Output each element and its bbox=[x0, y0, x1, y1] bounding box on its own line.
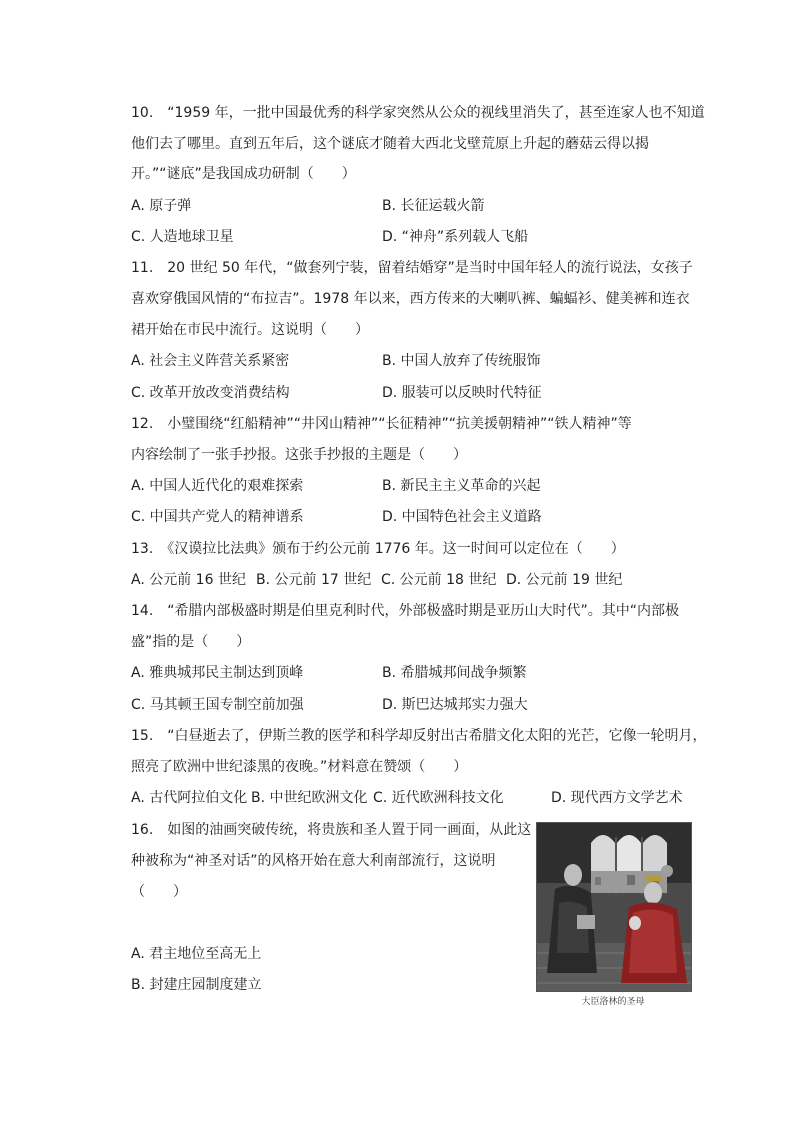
q10-line-2: 他们去了哪里。直到五年后，这个谜底才随着大西北戈壁荒原上升起的蘑菇云得以揭 bbox=[131, 136, 649, 152]
q13-line-1: 13. 《汉谟拉比法典》颁布于约公元前 1776 年。这一时间可以定位在（ ） bbox=[131, 541, 625, 557]
q12-option-c: C. 中国共产党人的精神谱系 bbox=[131, 509, 304, 525]
q10-option-c: C. 人造地球卫星 bbox=[131, 229, 234, 245]
q15-option-a: A. 古代阿拉伯文化 bbox=[131, 790, 248, 806]
painting-caption: 大臣洛林的圣母 bbox=[581, 997, 645, 1007]
q11-line-2: 喜欢穿俄国风情的“布拉吉”。1978 年以来，西方传来的大喇叭裤、蝙蝠衫、健美裤和连衣 bbox=[131, 291, 690, 307]
q14-option-c: C. 马其顿王国专制空前加强 bbox=[131, 697, 304, 713]
q10-line-3: 开。”“谜底”是我国成功研制（ ） bbox=[131, 166, 356, 182]
q12-option-d: D. 中国特色社会主义道路 bbox=[382, 509, 542, 525]
q12-line-2: 内容绘制了一张手抄报。这张手抄报的主题是（ ） bbox=[131, 447, 467, 463]
q12-option-b: B. 新民主主义革命的兴起 bbox=[382, 478, 541, 494]
q11-line-3: 裙开始在市民中流行。这说明（ ） bbox=[131, 322, 369, 338]
q15-option-b: B. 中世纪欧洲文化 bbox=[251, 790, 368, 806]
q15-option-c: C. 近代欧洲科技文化 bbox=[373, 790, 504, 806]
q15-line-2: 照亮了欧洲中世纪漆黑的夜晚。”材料意在赞颂（ ） bbox=[131, 759, 468, 775]
painting-image bbox=[537, 823, 691, 991]
q14-option-d: D. 斯巴达城邦实力强大 bbox=[382, 697, 528, 713]
q16-line-3: （ ） bbox=[131, 884, 187, 900]
q11-line-1: 11. 20 世纪 50 年代，“做套列宁装，留着结婚穿”是当时中国年轻人的流行说法，女孩子 bbox=[131, 260, 693, 276]
q14-line-2: 盛”指的是（ ） bbox=[131, 634, 251, 650]
q14-option-b: B. 希腊城邦间战争频繁 bbox=[382, 665, 527, 681]
q13-option-c: C. 公元前 18 世纪 bbox=[381, 572, 497, 588]
q16-line-1: 16. 如图的油画突破传统，将贵族和圣人置于同一画面，从此这 bbox=[131, 822, 532, 838]
q13-option-a: A. 公元前 16 世纪 bbox=[131, 572, 246, 588]
q16-option-b: B. 封建庄园制度建立 bbox=[131, 977, 262, 993]
q11-option-c: C. 改革开放改变消费结构 bbox=[131, 385, 290, 401]
painting-figure bbox=[536, 822, 692, 992]
q15-option-d: D. 现代西方文学艺术 bbox=[551, 790, 683, 806]
q14-option-a: A. 雅典城邦民主制达到顶峰 bbox=[131, 665, 304, 681]
q10-line-1: 10. “1959 年，一批中国最优秀的科学家突然从公众的视线里消失了，甚至连家人也不知道 bbox=[131, 105, 705, 121]
q16-option-a: A. 君主地位至高无上 bbox=[131, 946, 262, 962]
q10-option-a: A. 原子弹 bbox=[131, 198, 192, 214]
q16-line-2: 种被称为“神圣对话”的风格开始在意大利南部流行，这说明 bbox=[131, 853, 496, 869]
q10-option-d: D. “神舟”系列载人飞船 bbox=[382, 229, 529, 245]
q14-line-1: 14. “希腊内部极盛时期是伯里克利时代，外部极盛时期是亚历山大时代”。其中“内部极 bbox=[131, 603, 680, 619]
q12-line-1: 12. 小璧围绕“红船精神”“井冈山精神”“长征精神”“抗美援朝精神”“铁人精神”等 bbox=[131, 416, 632, 432]
q11-option-d: D. 服装可以反映时代特征 bbox=[382, 385, 542, 401]
q11-option-a: A. 社会主义阵营关系紧密 bbox=[131, 353, 290, 369]
q13-option-d: D. 公元前 19 世纪 bbox=[506, 572, 623, 588]
q12-option-a: A. 中国人近代化的艰难探索 bbox=[131, 478, 304, 494]
q11-option-b: B. 中国人放弃了传统服饰 bbox=[382, 353, 541, 369]
q15-line-1: 15. “白昼逝去了，伊斯兰教的医学和科学却反射出古希腊文化太阳的光芒，它像一轮明月， bbox=[131, 728, 707, 744]
q13-option-b: B. 公元前 17 世纪 bbox=[256, 572, 372, 588]
q10-option-b: B. 长征运载火箭 bbox=[382, 198, 485, 214]
